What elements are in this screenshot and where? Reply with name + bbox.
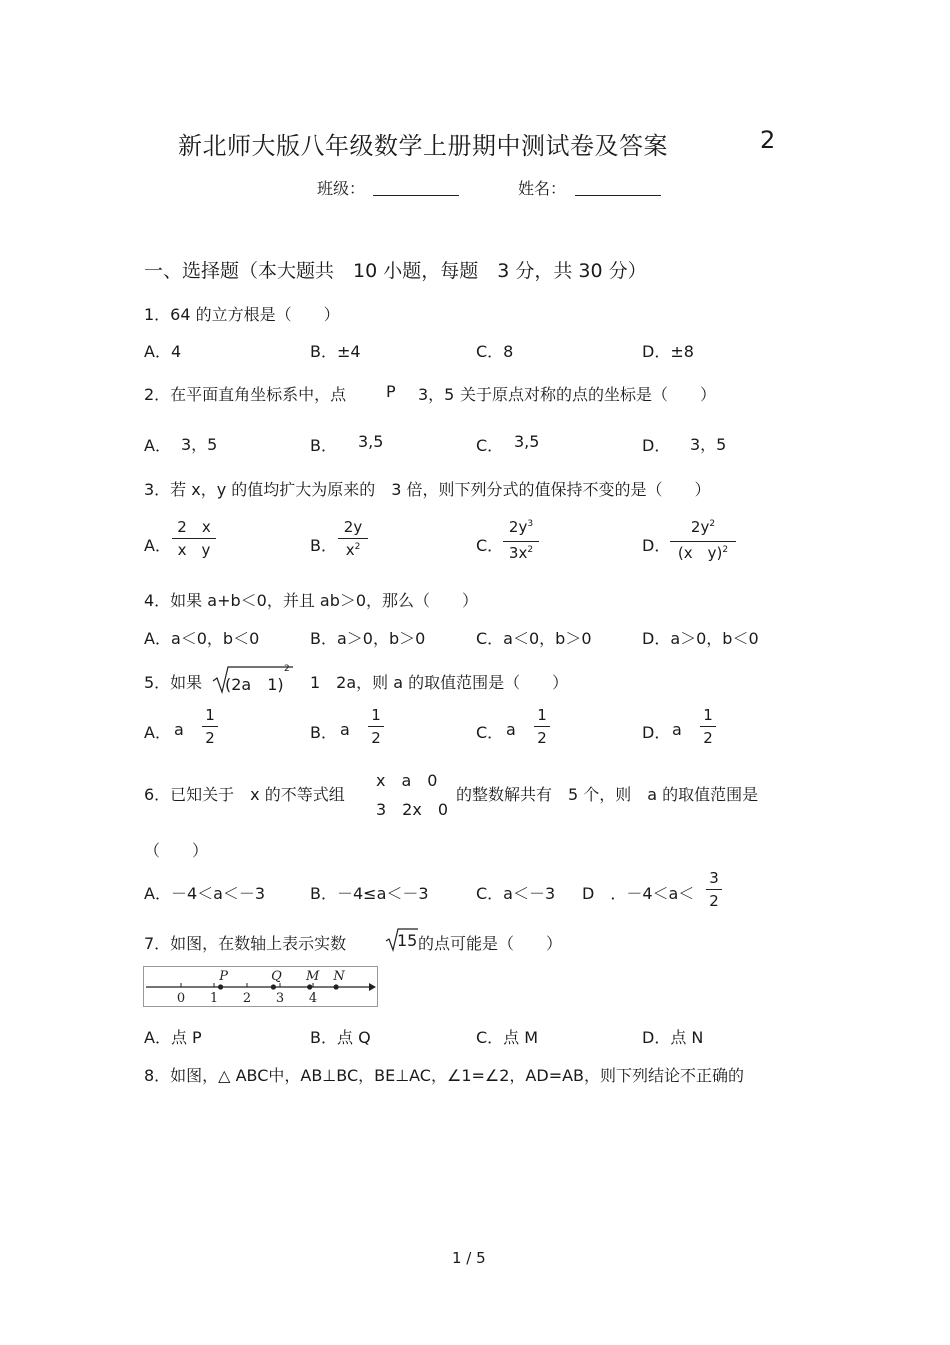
q3-d-num-exponent: 2 — [709, 519, 716, 529]
number-line-figure — [143, 966, 379, 1008]
q3-c-denominator: 3x — [508, 544, 528, 562]
q1-option-b: B．±4 — [310, 342, 361, 361]
class-blank — [373, 195, 459, 196]
q3-option-b-fraction — [338, 518, 368, 562]
name-blank — [575, 195, 661, 196]
q5-stem-pre: 5．如果 — [144, 673, 203, 692]
class-label: 班级： — [317, 179, 366, 198]
q3-option-a-fraction — [172, 518, 216, 559]
q2-option-b-label: B． — [310, 436, 337, 455]
q5-stem-post: 1 2a，则 a 的取值范围是（ ） — [310, 673, 569, 692]
q5-option-c-label: C． — [476, 723, 504, 742]
tick-label: 1 — [209, 991, 219, 1006]
q3-a-denominator: x y — [177, 541, 211, 559]
q5-option-b-var: a — [340, 720, 350, 739]
q6-option-a: A．－4＜a＜－3 — [144, 884, 266, 903]
q5-b-numerator: 1 — [371, 706, 381, 724]
q3-c-numerator: 2y — [508, 518, 528, 536]
q6-stem-post: 的整数解共有 5 个，则 a 的取值范围是 — [456, 785, 759, 804]
q6-d-numerator: 3 — [709, 869, 719, 887]
q3-b-exponent: 2 — [354, 542, 361, 552]
q2-option-c: 3,5 — [514, 432, 540, 451]
q3-option-c-label: C． — [476, 536, 504, 555]
point-marker — [307, 984, 312, 989]
q2-point-p: P — [386, 382, 396, 401]
q5-a-numerator: 1 — [205, 706, 215, 724]
point-marker — [218, 984, 223, 989]
q6-system-line1: x a 0 — [376, 771, 438, 790]
q5-option-d-var: a — [672, 720, 682, 739]
q7-stem-pre: 7．如图，在数轴上表示实数 — [144, 934, 347, 953]
q2-option-a-label: A． — [144, 436, 171, 455]
q3-d-numerator: 2y — [690, 518, 710, 536]
q2-option-d: 3，5 — [690, 435, 727, 454]
q2-stem-post: 关于原点对称的点的坐标是（ ） — [460, 385, 717, 404]
q4-option-b: B．a＞0，b＞0 — [310, 629, 426, 648]
q6-option-d: D ．－4＜a＜ — [582, 884, 695, 903]
q1-option-d: D．±8 — [642, 342, 694, 361]
page-title: 新北师大版八年级数学上册期中测试卷及答案 — [178, 132, 668, 160]
q4-option-a: A．a＜0，b＜0 — [144, 629, 260, 648]
tick-label: 2 — [242, 991, 252, 1006]
q5-option-a-fraction — [202, 706, 218, 747]
tick-label: 0 — [176, 991, 186, 1006]
q6-option-c: C．a＜－3 — [476, 884, 556, 903]
q5-exponent: 2 — [284, 664, 290, 674]
q3-b-denominator: x — [345, 541, 355, 559]
q3-option-c-fraction — [503, 518, 539, 565]
q7-stem-post: 的点可能是（ ） — [418, 934, 563, 953]
q3-c-den-exponent: 2 — [527, 545, 534, 555]
q2-option-c-label: C． — [476, 436, 504, 455]
point-label: M — [306, 969, 320, 984]
q5-a-denominator: 2 — [205, 729, 215, 747]
q3-c-num-exponent: 3 — [527, 519, 534, 529]
q3-option-b-label: B． — [310, 536, 337, 555]
q3-a-numerator: 2 x — [177, 518, 211, 536]
q5-option-a-label: A． — [144, 723, 171, 742]
q1-option-c: C．8 — [476, 342, 514, 361]
q5-c-numerator: 1 — [537, 706, 547, 724]
q5-option-c-fraction — [534, 706, 550, 747]
q2-coords: 3，5 — [418, 385, 455, 404]
q6-d-denominator: 2 — [709, 892, 719, 910]
point-label: Q — [271, 969, 282, 984]
q3-stem: 3．若 x，y 的值均扩大为原来的 3 倍，则下列分式的值保持不变的是（ ） — [144, 480, 711, 499]
q6-system-line2: 3 2x 0 — [376, 800, 449, 819]
q7-radicand: 15 — [397, 931, 418, 950]
point-marker — [334, 984, 339, 989]
q3-option-d-fraction — [670, 518, 736, 565]
q3-option-d-label: D． — [642, 536, 671, 555]
q7-option-b: B．点 Q — [310, 1028, 371, 1047]
q4-option-c: C．a＜0，b＞0 — [476, 629, 592, 648]
q4-stem: 4．如果 a+b＜0，并且 ab＞0，那么（ ） — [144, 591, 479, 610]
point-label: N — [333, 969, 345, 984]
point-label: P — [219, 969, 228, 984]
q6-stem-pre: 6．已知关于 x 的不等式组 — [144, 785, 345, 804]
q2-option-a: 3，5 — [181, 435, 218, 454]
q5-c-denominator: 2 — [537, 729, 547, 747]
name-label: 姓名： — [518, 179, 567, 198]
q7-option-d: D．点 N — [642, 1028, 704, 1047]
q5-option-a-var: a — [174, 720, 184, 739]
q3-option-a-label: A． — [144, 536, 171, 555]
q1-stem: 1．64 的立方根是（ ） — [144, 305, 340, 324]
section-heading: 一、选择题（本大题共 10 小题，每题 3 分，共 30 分） — [144, 260, 647, 282]
q5-d-numerator: 1 — [703, 706, 713, 724]
q5-option-c-var: a — [506, 720, 516, 739]
page-number: 1 / 5 — [452, 1249, 486, 1267]
q7-option-a: A．点 P — [144, 1028, 202, 1047]
q2-stem-pre: 2．在平面直角坐标系中，点 — [144, 385, 347, 404]
q8-stem: 8．如图，△ ABC中，AB⊥BC，BE⊥AC，∠1=∠2，AD=AB，则下列结论不正确的 — [144, 1066, 745, 1085]
q3-b-numerator: 2y — [343, 518, 363, 536]
q4-option-d: D．a＞0，b＜0 — [642, 629, 759, 648]
q6-answer-paren: （ ） — [144, 841, 209, 860]
q5-d-denominator: 2 — [703, 729, 713, 747]
tick-label: 4 — [308, 991, 318, 1006]
tick-label: 3 — [275, 991, 285, 1006]
q2-option-b: 3,5 — [358, 432, 384, 451]
q6-option-d-fraction — [706, 869, 722, 910]
q5-b-denominator: 2 — [371, 729, 381, 747]
q7-option-c: C．点 M — [476, 1028, 539, 1047]
q2-option-d-label: D． — [642, 436, 671, 455]
q5-option-b-fraction — [368, 706, 384, 747]
q5-option-b-label: B． — [310, 723, 337, 742]
q5-option-d-fraction — [700, 706, 716, 747]
point-marker — [271, 984, 276, 989]
q5-option-d-label: D． — [642, 723, 671, 742]
q3-d-denominator: (x y) — [677, 544, 723, 562]
q5-radicand: (2a 1) — [225, 675, 284, 694]
q6-option-b: B．－4≤a＜－3 — [310, 884, 429, 903]
q1-option-a: A．4 — [144, 342, 182, 361]
title-number: 2 — [760, 126, 776, 154]
q3-d-den-exponent: 2 — [722, 545, 729, 555]
